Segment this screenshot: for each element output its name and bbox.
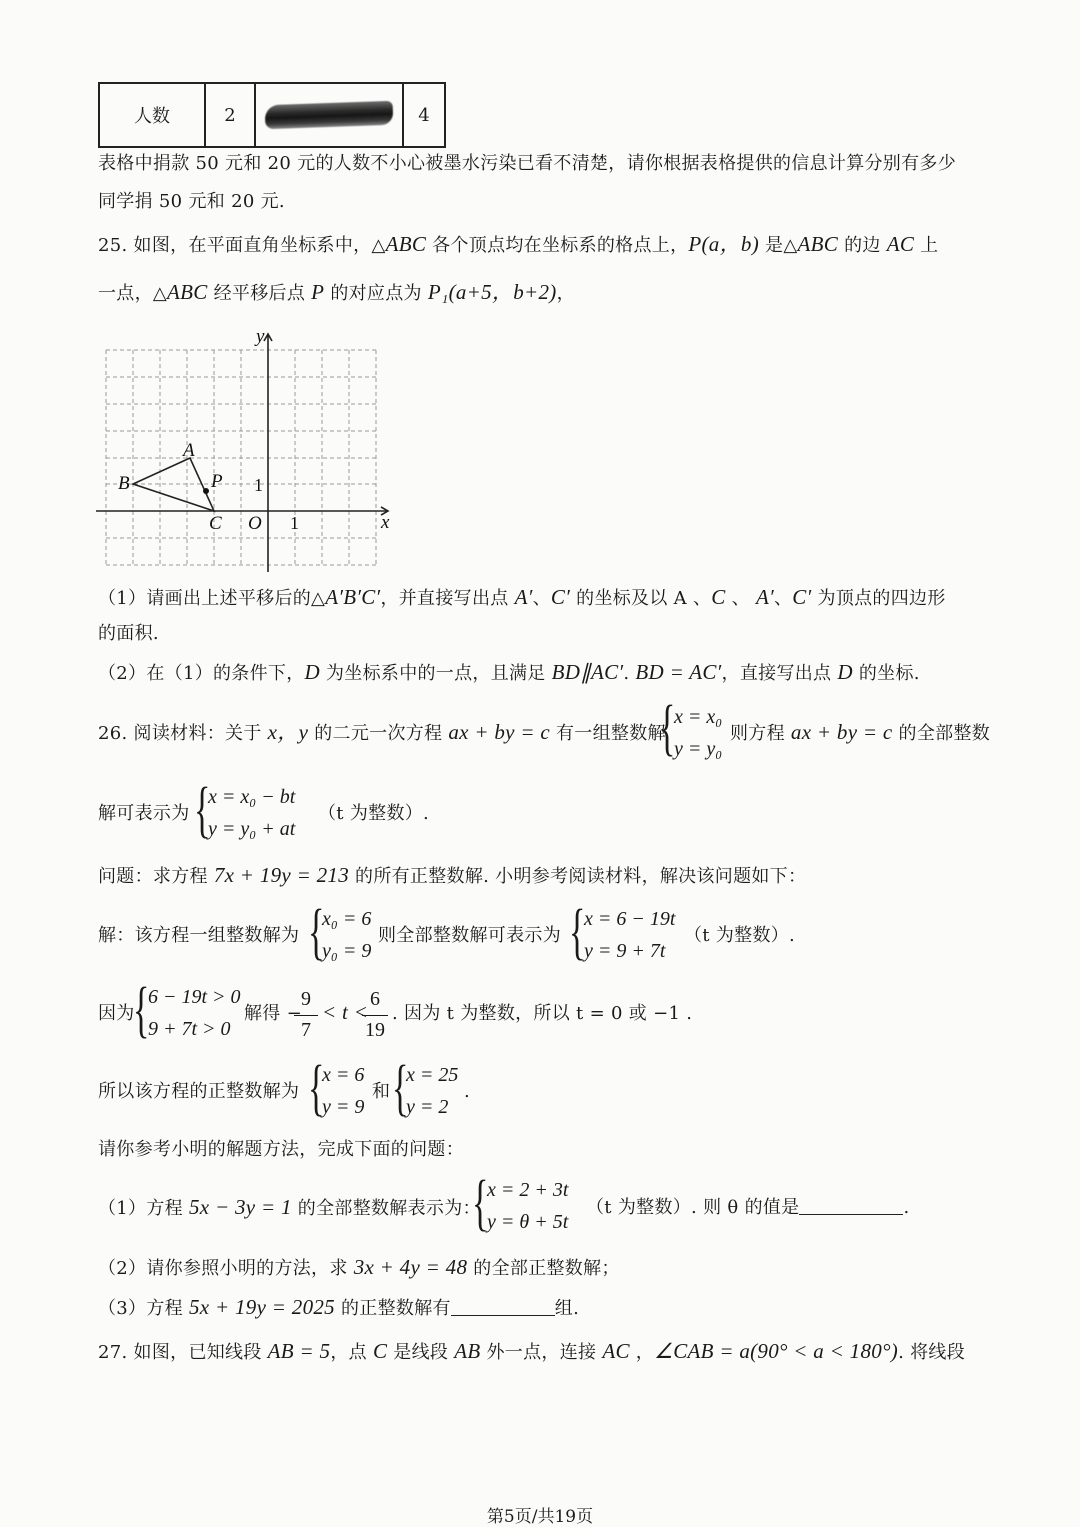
q26-because-a: 因为 (98, 1003, 135, 1024)
q26-intro-cont: 则方程 ax + by = c 的全部整数 (730, 720, 991, 744)
page-footer: 第5页/共19页 (486, 1507, 594, 1527)
label-c: C (209, 513, 222, 534)
brace-p1: { (472, 1169, 489, 1237)
brace-so2: { (392, 1054, 409, 1122)
answer-blank-count[interactable] (451, 1297, 555, 1316)
brace-sol: { (194, 776, 211, 844)
y-axis-label: y (256, 328, 265, 347)
system-solution-2: x = 25 y = 2 (406, 1064, 459, 1118)
q25-sub1-line2: 的面积. (98, 623, 159, 644)
q26-problem: 问题：求方程 7x + 19y = 213 的所有正整数解. 小明参考阅读材料，解决该问题如下： (98, 863, 807, 887)
q25-line2: 一点，△ABC 经平移后点 P 的对应点为 P₁(a+5，b+2)， (98, 280, 575, 304)
q26-p1-a: （1）方程 5x − 3y = 1 的全部整数解表示为： (98, 1195, 481, 1219)
q24-text-line1: 表格中捐款 50 元和 20 元的人数不小心被墨水污染已看不清楚，请你根据表格提供的信息计算分别有多少 (98, 153, 956, 174)
point-p (203, 488, 209, 494)
answer-blank-theta[interactable] (799, 1196, 903, 1215)
tick-y-1: 1 (254, 475, 263, 495)
q25-line1: 25. 如图，在平面直角坐标系中，△ABC 各个顶点均在坐标系的格点上，P(a，b) 是△ABC 的边 AC 上 (98, 232, 939, 256)
q26-so-a: 所以该方程的正整数解为 (98, 1081, 300, 1102)
q26-jie-a: 解：该方程一组整数解为 (98, 925, 300, 946)
q26-jie-b: 则全部整数解可表示为 (378, 925, 561, 946)
q26-jie-c: （t 为整数）. (684, 925, 796, 946)
brace-jie2: { (569, 898, 586, 966)
brace-ineq: { (133, 976, 150, 1044)
q26-so-and: 和 (372, 1081, 391, 1102)
system-all-solutions: x = 6 − 19t y = 9 + 7t (584, 908, 676, 962)
q26-so-end: . (464, 1081, 471, 1102)
ink-smudge-icon (265, 101, 394, 129)
q25-sub2: （2）在（1）的条件下，D 为坐标系中的一点，且满足 BD∥AC′. BD = AC′，直接写出点 D 的坐标. (98, 660, 920, 684)
q26-intro: 26. 阅读材料：关于 x，y 的二元一次方程 ax + by = c 有一组整数解 (98, 720, 666, 744)
q26-task: 请你参考小明的解题方法，完成下面的问题： (98, 1139, 464, 1160)
q26-sol-label: 解可表示为 (98, 803, 190, 824)
system-p1: x = 2 + 3t y = θ + 5t (487, 1179, 569, 1233)
grid-lines (106, 350, 376, 565)
tick-x-1: 1 (290, 513, 299, 533)
table-cell-4: 4 (403, 83, 445, 147)
q24-text-line2: 同学捐 50 元和 20 元. (98, 191, 285, 212)
system-solution-1: x = 6 y = 9 (322, 1064, 365, 1118)
brace-jie1: { (308, 898, 325, 966)
donation-table (98, 82, 446, 148)
q26-because-d: . 因为 t 为整数，所以 t = 0 或 −1 . (392, 1003, 693, 1024)
brace-so1: { (308, 1054, 325, 1122)
system-x0y0: x = x₀ y = y₀ (674, 706, 723, 760)
q26-because-c: < t < (322, 1000, 369, 1024)
q26-p3: （3）方程 5x + 19y = 2025 的正整数解有 组. (98, 1295, 580, 1319)
label-a: A (183, 440, 195, 461)
q26-sol-note: （t 为整数）. (318, 803, 430, 824)
label-b: B (118, 473, 130, 494)
table-cell-ink (255, 83, 403, 147)
fraction-9-7: 9 7 (292, 988, 320, 1042)
q25-sub1-line1: （1）请画出上述平移后的△A′B′C′，并直接写出点 A′、C′ 的坐标及以 A 、C 、 A′、C′ 为顶点的四边形 (98, 585, 946, 609)
x-axis-label: x (381, 512, 390, 533)
q27-line: 27. 如图，已知线段 AB = 5，点 C 是线段 AB 外一点，连接 AC ，∠CAB = a(90° < a < 180°). 将线段 (98, 1339, 966, 1363)
table-cell-label: 人数 (99, 83, 205, 147)
origin-label: O (248, 513, 262, 534)
triangle-abc (133, 458, 214, 511)
table-cell-2: 2 (205, 83, 255, 147)
brace-sys0: { (659, 694, 676, 762)
fraction-6-19: 6 19 (360, 988, 390, 1042)
q26-p1-c: （t 为整数）. 则 θ 的值是 . (586, 1197, 910, 1218)
q26-because-b: 解得 − (244, 1003, 303, 1024)
system-general-solution: x = x₀ − bt y = y₀ + at (208, 786, 296, 840)
system-initial-solution: x₀ = 6 y₀ = 9 (322, 908, 372, 962)
system-inequalities: 6 − 19t > 0 9 + 7t > 0 (148, 986, 241, 1040)
q26-p2: （2）请你参照小明的方法，求 3x + 4y = 48 的全部正整数解； (98, 1255, 620, 1279)
label-p: P (211, 471, 223, 492)
axes (96, 334, 388, 572)
coordinate-grid-figure (96, 328, 400, 578)
